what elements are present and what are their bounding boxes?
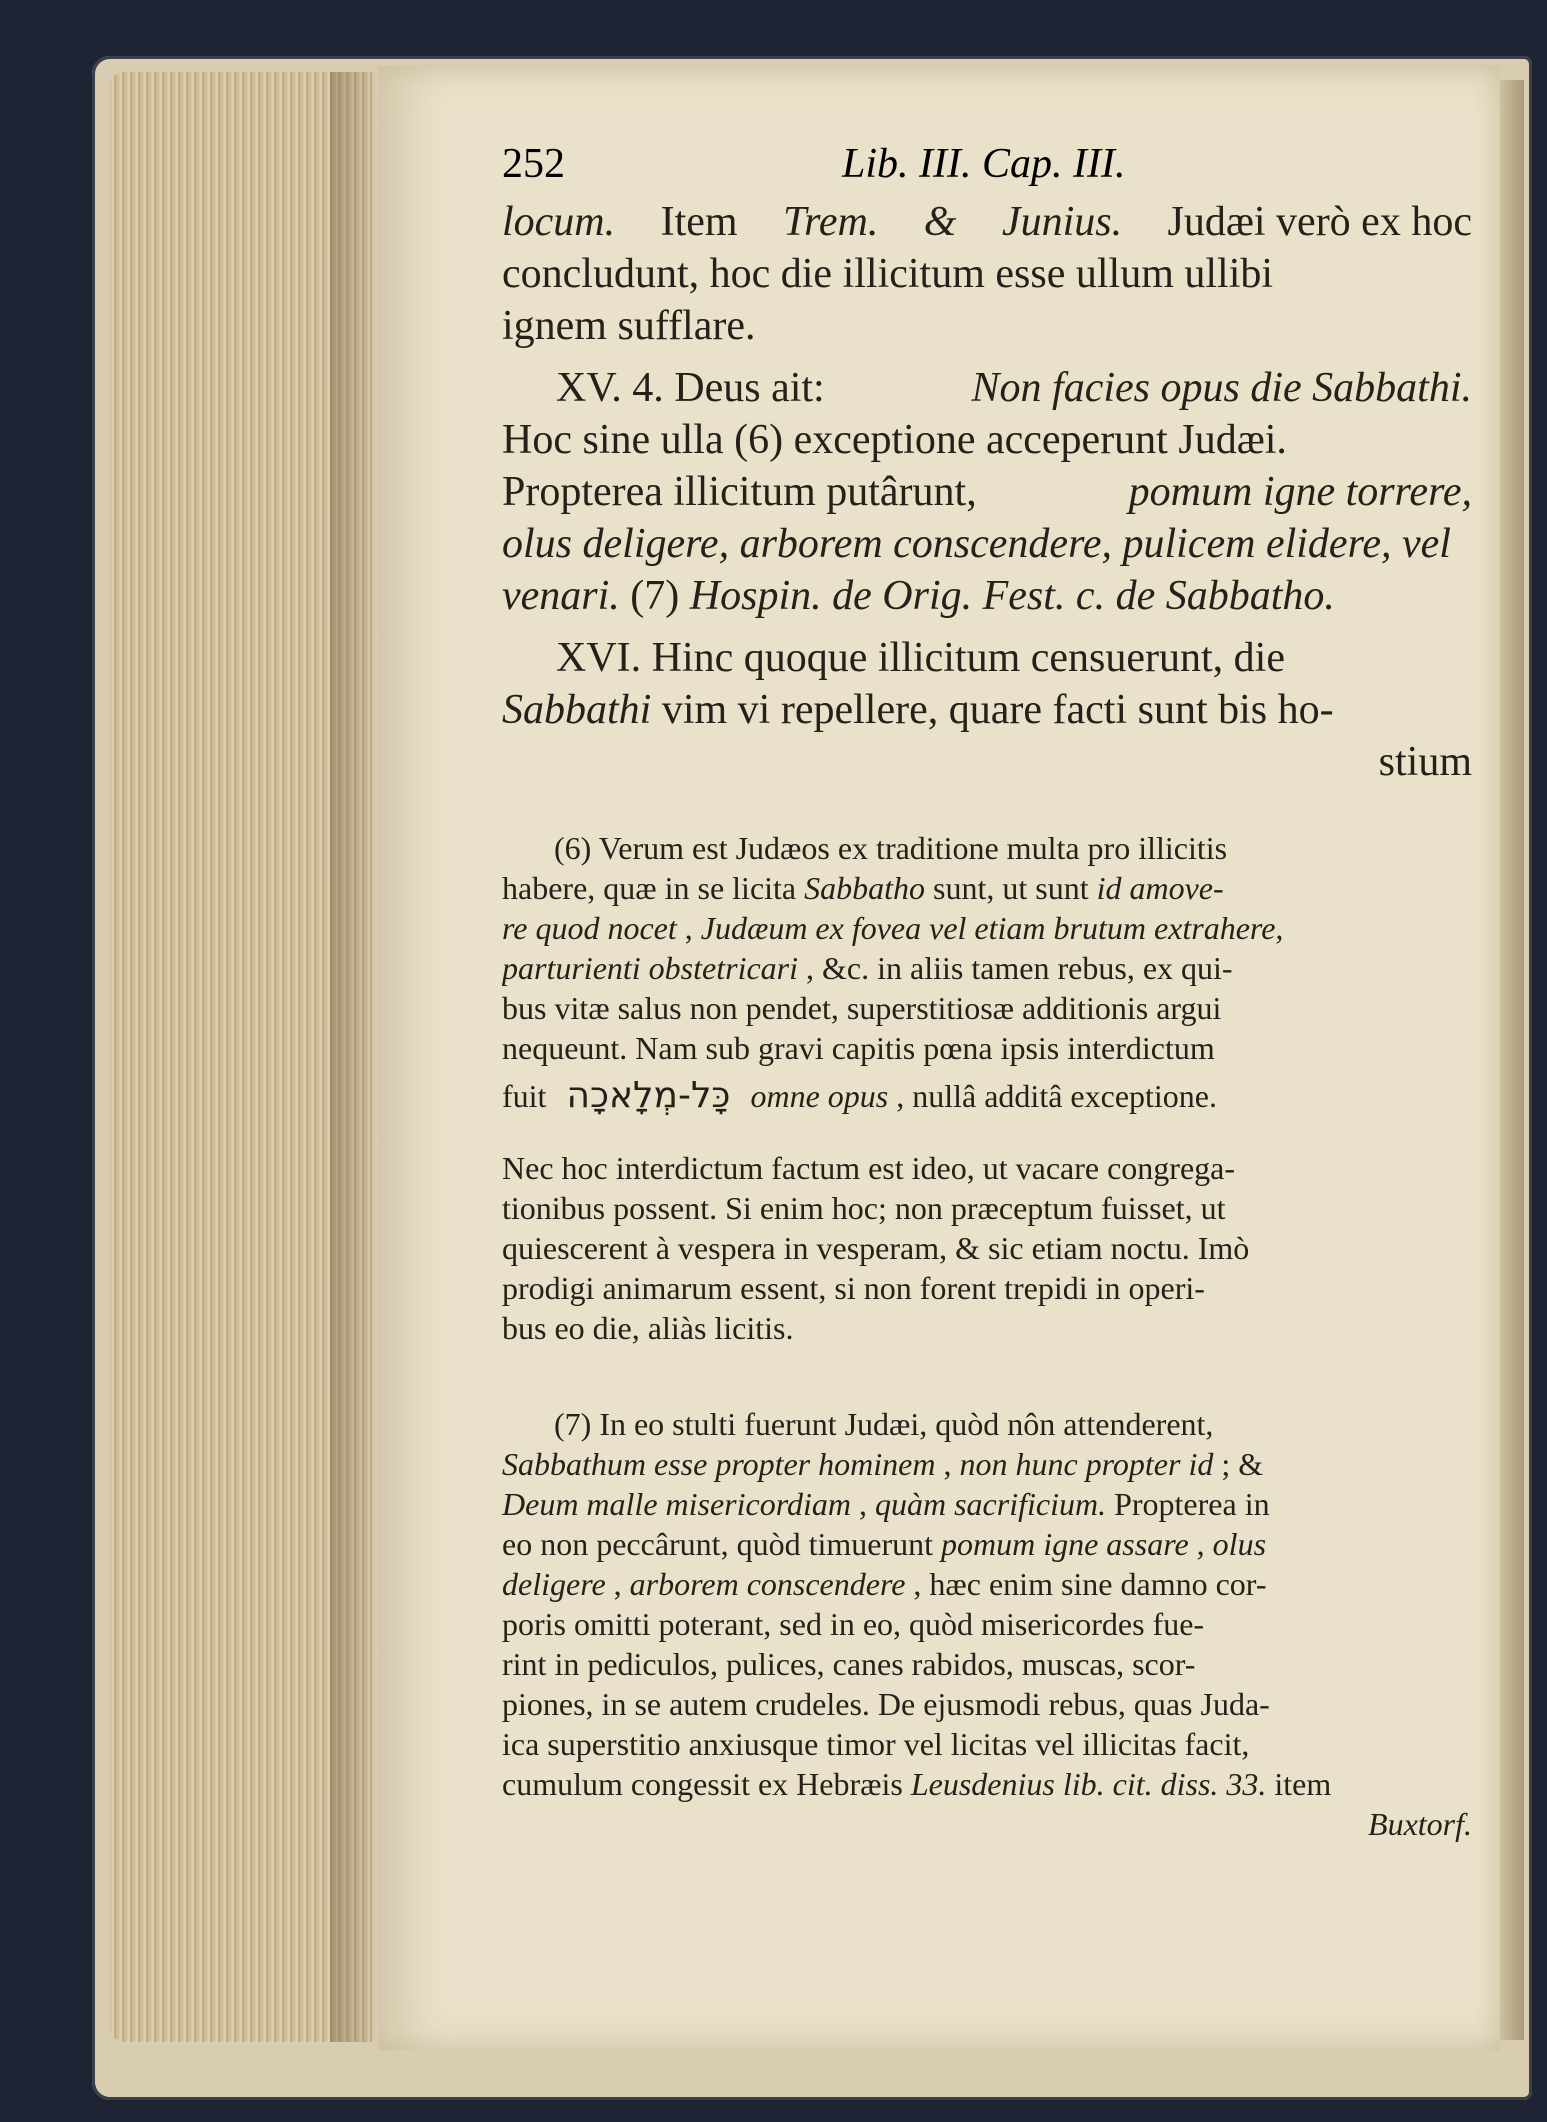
- note7-line-9: ica superstitio anxiusque timor vel licitas vel illicitas facit,: [502, 1726, 1250, 1762]
- note6-line-3: [502, 908, 1472, 948]
- text-run: Judæi verò ex hoc: [1167, 199, 1472, 245]
- text-run: , hæc enim sine damno cor-: [913, 1566, 1267, 1602]
- main-line-7: [502, 518, 1472, 570]
- text-run: pomum igne torrere,: [1128, 469, 1472, 515]
- text-run: item: [1274, 1766, 1332, 1802]
- note6-line-10: quiescerent à vespera in vesperam, & sic etiam noctu. Imò: [502, 1230, 1250, 1266]
- text-run: re quod nocet: [502, 910, 677, 946]
- text-run: Sabbathi: [502, 687, 652, 733]
- running-head: Lib. III. Cap. III.: [842, 141, 1126, 187]
- text-run: ,: [613, 1566, 622, 1602]
- note6-line-1: (6) Verum est Judæos ex traditione multa pro illicitis: [554, 830, 1228, 866]
- note6-line-11: prodigi animarum essent, si non forent trepidi in operi-: [502, 1270, 1205, 1306]
- main-line-8: [502, 570, 1472, 622]
- main-line-4: [502, 362, 1472, 414]
- text-run: Hospin. de Orig. Fest. c. de Sabbatho.: [689, 573, 1335, 619]
- text-run: Junius.: [1001, 199, 1123, 245]
- hebrew-phrase: כָּל-מְלָאכָה: [566, 1076, 731, 1116]
- text-run: Propterea illicitum putârunt,: [502, 469, 977, 515]
- catchword: Buxtorf.: [1368, 1806, 1472, 1842]
- text-run: &: [923, 199, 957, 245]
- note7-line-6: poris omitti poterant, sed in eo, quòd misericordes fue-: [502, 1606, 1205, 1642]
- text-run: ; &: [1221, 1446, 1264, 1482]
- page-number: 252: [502, 141, 565, 187]
- text-run: (7): [630, 573, 680, 619]
- text-run: cumulum congessit ex Hebræis: [502, 1766, 903, 1802]
- text-run: locum.: [502, 199, 616, 245]
- note7-line-5: [502, 1564, 1472, 1604]
- text-run: parturienti obstetricari: [502, 950, 798, 986]
- main-line-1: [502, 196, 1472, 248]
- main-line-9: XVI. Hinc quoque illicitum censuerunt, die: [556, 635, 1285, 681]
- note7-line-3: [502, 1484, 1472, 1524]
- text-run: Leusdenius lib. cit. diss. 33.: [910, 1766, 1267, 1802]
- text-run: ,: [943, 1446, 952, 1482]
- main-line-5: Hoc sine ulla (6) exceptione acceperunt Judæi.: [502, 417, 1287, 463]
- text-run: , nullâ additâ exceptione.: [896, 1078, 1217, 1114]
- text-run: habere, quæ in se licita: [502, 870, 797, 906]
- note7-line-2: [502, 1444, 1472, 1484]
- note6-line-9: tionibus possent. Si enim hoc; non præceptum fuisset, ut: [502, 1190, 1226, 1226]
- text-run: arborem conscendere: [629, 1566, 906, 1602]
- text-run: non hunc propter id: [959, 1446, 1214, 1482]
- gutter-shadow: [330, 72, 378, 2042]
- text-run: ,: [858, 1486, 867, 1522]
- note6-line-5: bus vitæ salus non pendet, superstitiosæ additionis argui: [502, 990, 1222, 1026]
- note7-line-11: [502, 1804, 1472, 1844]
- text-run: Item: [660, 199, 738, 245]
- text-run: quàm sacrificium.: [874, 1486, 1107, 1522]
- text-run: eo non peccârunt, quòd timuerunt: [502, 1526, 933, 1562]
- text-run: Propterea in: [1114, 1486, 1270, 1522]
- text-run: Non facies opus die Sabbathi.: [971, 365, 1472, 411]
- text-run: Sabbathum esse propter hominem: [502, 1446, 936, 1482]
- note7-line-10: [502, 1764, 1472, 1804]
- text-run: Trem.: [783, 199, 879, 245]
- note6-line-2: [502, 868, 1472, 908]
- note7-line-8: piones, in se autem crudeles. De ejusmodi rebus, quas Juda-: [502, 1686, 1270, 1722]
- text-run: Sabbatho: [804, 870, 926, 906]
- main-line-10: [502, 684, 1472, 736]
- text-run: Judæum ex fovea vel etiam brutum extrahere,: [700, 910, 1284, 946]
- text-run: , &c. in aliis tamen rebus, ex qui-: [806, 950, 1233, 986]
- text-run: olus: [1212, 1526, 1267, 1562]
- text-run: id amove-: [1096, 870, 1224, 906]
- note6-line-6: nequeunt. Nam sub gravi capitis pœna ipsis interdictum: [502, 1030, 1215, 1066]
- text-run: fuit: [502, 1078, 547, 1114]
- note6-line-12: bus eo die, aliàs licitis.: [502, 1310, 794, 1346]
- text-run: XV. 4. Deus ait:: [556, 365, 825, 411]
- note7-line-4: [502, 1524, 1472, 1564]
- text-run: Deum malle misericordiam: [502, 1486, 851, 1522]
- note6-line-7: [502, 1076, 1472, 1116]
- text-run: pomum igne assare: [940, 1526, 1189, 1562]
- text-run: venari.: [502, 573, 620, 619]
- note6-line-8: Nec hoc interdictum factum est ideo, ut vacare congrega-: [502, 1150, 1235, 1186]
- page-right-edge: [1500, 80, 1524, 2040]
- text-run: ,: [1196, 1526, 1205, 1562]
- text-run: sunt, ut sunt: [933, 870, 1089, 906]
- main-line-11: stium: [1378, 739, 1472, 785]
- text-run: vim vi repellere, quare facti sunt bis ho-: [661, 687, 1334, 733]
- main-line-2: concludunt, hoc die illicitum esse ullum ullibi: [502, 251, 1274, 297]
- text-run: omne opus: [750, 1078, 889, 1114]
- page-header: [502, 140, 1472, 190]
- main-line-3: ignem sufflare.: [502, 303, 756, 349]
- note6-line-4: [502, 948, 1472, 988]
- text-run: ,: [684, 910, 693, 946]
- text-run: deligere: [502, 1566, 606, 1602]
- note7-line-7: rint in pediculos, pulices, canes rabidos, muscas, scor-: [502, 1646, 1196, 1682]
- main-line-6: [502, 466, 1472, 518]
- text-run: olus deligere, arborem conscendere, pulicem elidere, vel: [502, 521, 1451, 567]
- note7-line-1: (7) In eo stulti fuerunt Judæi, quòd nôn attenderent,: [554, 1406, 1214, 1442]
